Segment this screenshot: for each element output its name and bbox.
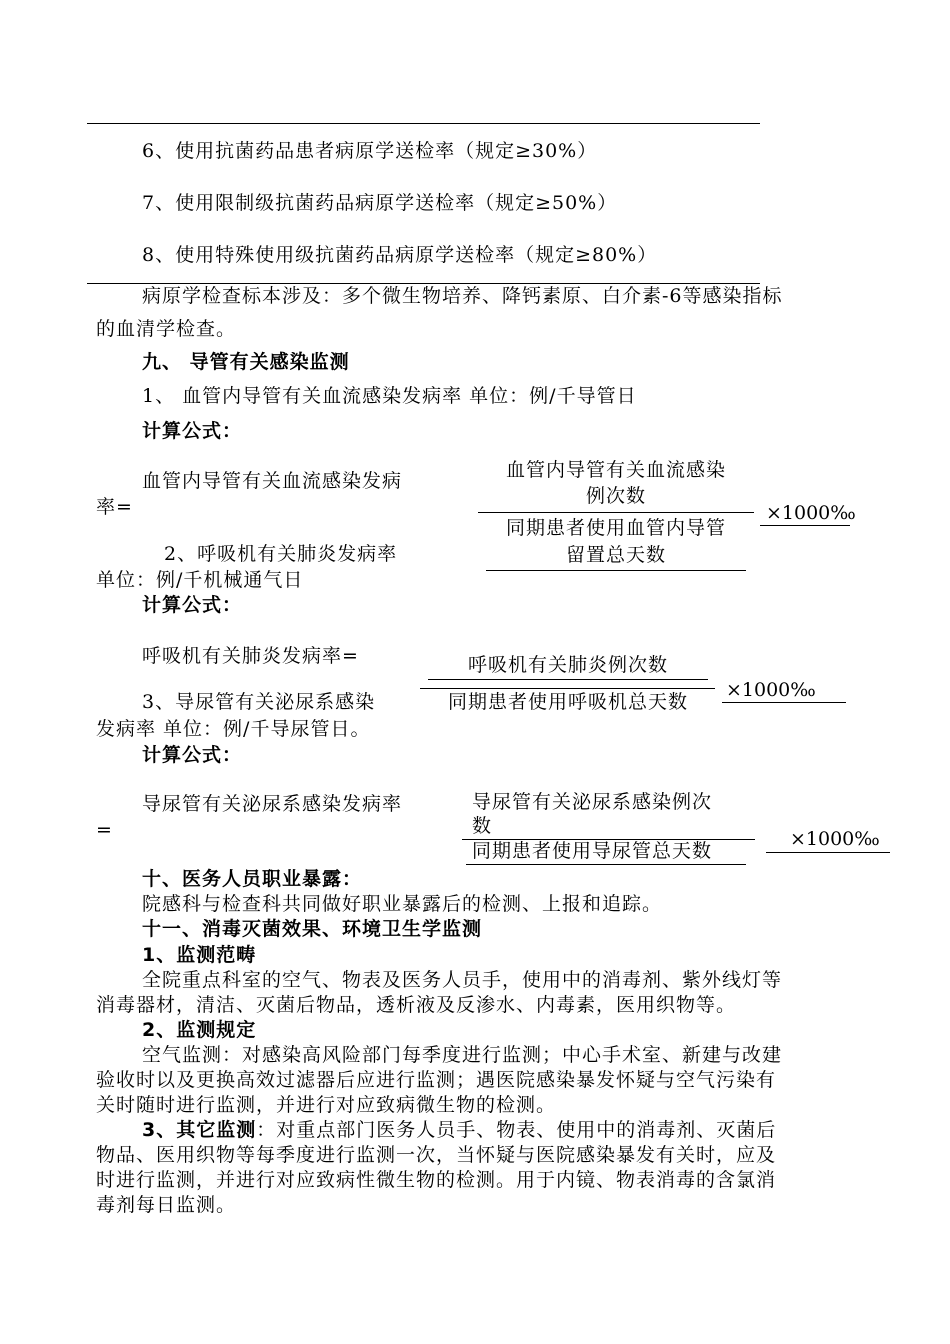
specimen-note-line2: 的血清学检查。 (96, 318, 237, 340)
item2-numerator-underline (428, 679, 708, 680)
item2-formula-label: 计算公式： (142, 594, 243, 616)
section11-sub2-line2: 验收时以及更换高效过滤器后应进行监测；遇医院感染暴发怀疑与空气污染有 (96, 1069, 777, 1091)
top-rule (87, 123, 760, 124)
item1-numerator-line1: 血管内导管有关血流感染 (505, 459, 726, 481)
indicator-6: 6、使用抗菌药品患者病原学送检率（规定≥30%） (142, 140, 598, 162)
section11-sub2-line1: 空气监测：对感染高风险部门每季度进行监测；中心手术室、新建与改建 (142, 1044, 783, 1066)
item3-denominator: 同期患者使用导尿管总天数 (472, 840, 713, 862)
item2-denominator: 同期患者使用呼吸机总天数 (447, 691, 688, 713)
item1-formula-label: 计算公式： (142, 420, 243, 442)
item3-title-line1: 3、导尿管有关泌尿系感染 (142, 691, 376, 713)
item3-numerator-line2: 数 (472, 815, 493, 837)
item1-fraction-bar (478, 512, 754, 513)
indicator-rule (87, 283, 760, 284)
item3-lhs-line2: = (96, 819, 113, 841)
item1-lhs-line2: 率= (96, 496, 133, 518)
section11-sub2-heading: 2、监测规定 (142, 1019, 257, 1041)
section11-sub1-line1: 全院重点科室的空气、物表及医务人员手，使用中的消毒剂、紫外线灯等 (142, 969, 783, 991)
section11-sub1-heading: 1、监测范畴 (142, 944, 257, 966)
item1-denominator-line1: 同期患者使用血管内导管 (505, 517, 726, 539)
item1-title: 1、 血管内导管有关血流感染发病率 单位：例/千导管日 (142, 385, 637, 407)
item3-title-line2: 发病率 单位：例/千导尿管日。 (96, 718, 371, 740)
section11-heading: 十一、消毒灭菌效果、环境卫生学监测 (142, 918, 483, 940)
item3-multiplier-underline (766, 852, 890, 853)
item1-denominator-underline (486, 570, 746, 571)
item3-formula-label: 计算公式： (142, 744, 243, 766)
section11-sub2-line3: 关时随时进行监测，并进行对应致病微生物的检测。 (96, 1094, 557, 1116)
section10-heading: 十、医务人员职业暴露： (142, 868, 363, 890)
section11-sub3-line1 (142, 1119, 776, 1142)
item2-multiplier-underline (722, 702, 846, 703)
section11-sub1-line2: 消毒器材，清洁、灭菌后物品，透析液及反渗水、内毒素，医用织物等。 (96, 994, 737, 1016)
item2-fraction-bar (420, 688, 715, 689)
section11-sub3-line4: 毒剂每日监测。 (96, 1194, 237, 1216)
item2-title-line2: 单位：例/千机械通气日 (96, 569, 304, 591)
section11-sub3-heading: 3、其它监测 (142, 1119, 257, 1141)
item2-title-line1: 2、呼吸机有关肺炎发病率 (164, 543, 398, 565)
item3-numerator-line1: 导尿管有关泌尿系感染例次 (472, 791, 713, 813)
item1-multiplier: ×1000‰ (766, 502, 856, 524)
item1-denominator-line2: 留置总天数 (565, 544, 666, 566)
section11-sub3-line1-rest: ：对重点部门医务人员手、物表、使用中的消毒剂、灭菌后 (256, 1119, 777, 1141)
item2-numerator: 呼吸机有关肺炎例次数 (467, 654, 668, 676)
item2-multiplier: ×1000‰ (726, 679, 816, 701)
item3-lhs-line1: 导尿管有关泌尿系感染发病率 (142, 793, 403, 815)
item1-numerator-line2: 例次数 (585, 485, 646, 507)
item3-denominator-underline (466, 864, 746, 865)
item2-lhs: 呼吸机有关肺炎发病率= (142, 645, 359, 667)
section11-sub3-line2: 物品、医用织物等每季度进行监测一次，当怀疑与医院感染暴发有关时，应及 (96, 1144, 777, 1166)
item1-multiplier-underline (760, 525, 850, 526)
section10-text: 院感科与检查科共同做好职业暴露后的检测、上报和追踪。 (142, 893, 663, 915)
indicator-7: 7、使用限制级抗菌药品病原学送检率（规定≥50%） (142, 192, 618, 214)
indicator-8: 8、使用特殊使用级抗菌药品病原学送检率（规定≥80%） (142, 244, 658, 266)
item1-lhs-line1: 血管内导管有关血流感染发病 (142, 470, 403, 492)
section11-sub3-line3: 时进行监测，并进行对应致病性微生物的检测。用于内镜、物表消毒的含氯消 (96, 1169, 777, 1191)
section9-heading: 九、 导管有关感染监测 (142, 351, 350, 373)
item3-multiplier: ×1000‰ (790, 828, 880, 850)
specimen-note-line1: 病原学检查标本涉及：多个微生物培养、降钙素原、白介素-6等感染指标 (142, 285, 783, 307)
